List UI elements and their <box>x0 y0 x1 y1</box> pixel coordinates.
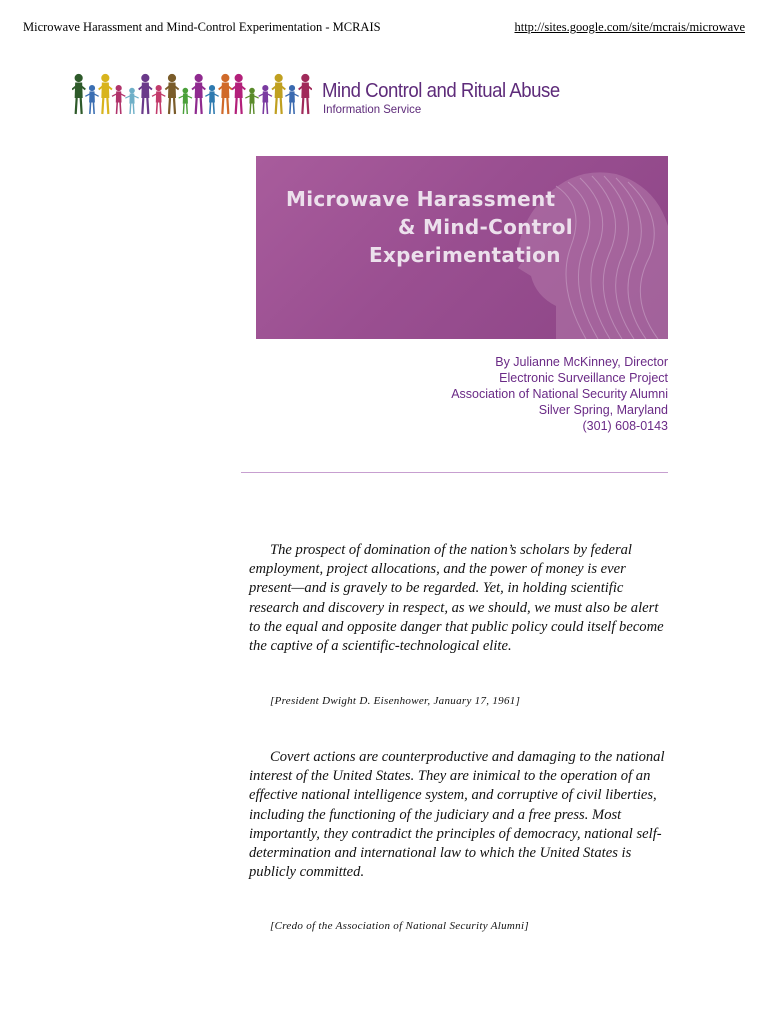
logo-person-figure <box>152 85 165 114</box>
logo-person-figure <box>85 85 98 114</box>
quote-text: The prospect of domination of the nation’s scholars by federal employment, project allocations, and the power of money is ever present—and is gravely to be regarded. Yet, in holding scientific research and discovery in respect, as we should, we must also be alert to the equal and opposite danger that public policy could itself become the captive of a scientific-technological elite. <box>249 542 664 655</box>
logo-person-figure <box>139 74 152 114</box>
banner-line-2: & Mind-Control <box>398 215 573 239</box>
quote-text: Covert actions are counterproductive and damaging to the national interest of the United States. They are inimical to the operation of an effective national intelligence system, and corruptive of civil liberties, including the functioning of the judiciary and a free press. Most importantly, they contradict the principles of democracy, national self-determination and international law to which the United States is publicly committed. <box>249 749 665 881</box>
eisenhower-quote <box>249 541 669 656</box>
banner-line-1: Microwave Harassment <box>286 187 556 211</box>
byline-project: Electronic Surveillance Project <box>499 371 668 385</box>
section-divider <box>241 472 668 473</box>
byline-author: By Julianne McKinney, Director <box>495 355 668 369</box>
logo-person-figure <box>99 74 112 114</box>
banner-line-3: Experimentation <box>369 243 561 267</box>
title-banner <box>256 156 668 339</box>
logo-person-figure <box>299 74 312 114</box>
credo-quote <box>249 748 669 882</box>
logo-person-figure <box>192 74 205 114</box>
eisenhower-citation: [President Dwight D. Eisenhower, January 17, 1961] <box>270 695 521 707</box>
logo-title: Mind Control and Ritual Abuse <box>322 80 560 102</box>
page-header-title: Microwave Harassment and Mind-Control Experimentation - MCRAIS <box>23 20 381 34</box>
logo-people-chain-icon <box>72 72 312 116</box>
page-header-url-link[interactable]: http://sites.google.com/site/mcrais/microwave <box>514 20 745 34</box>
logo-person-figure <box>245 88 258 114</box>
credo-citation: [Credo of the Association of National Security Alumni] <box>270 920 529 932</box>
logo-person-figure <box>285 85 298 114</box>
logo-person-figure <box>112 85 125 114</box>
logo-person-figure <box>219 74 232 114</box>
author-byline <box>451 354 668 434</box>
logo-person-figure <box>232 74 245 114</box>
logo-person-figure <box>272 74 285 114</box>
logo-person-figure <box>125 88 138 114</box>
logo-person-figure <box>205 85 218 114</box>
logo-person-figure <box>259 85 272 114</box>
logo-person-figure <box>72 74 85 114</box>
byline-phone: (301) 608-0143 <box>582 419 668 433</box>
byline-organization: Association of National Security Alumni <box>451 387 668 401</box>
logo-person-figure <box>165 74 178 114</box>
byline-location: Silver Spring, Maryland <box>538 403 668 417</box>
logo-person-figure <box>179 88 192 114</box>
logo-subtitle: Information Service <box>323 102 422 116</box>
